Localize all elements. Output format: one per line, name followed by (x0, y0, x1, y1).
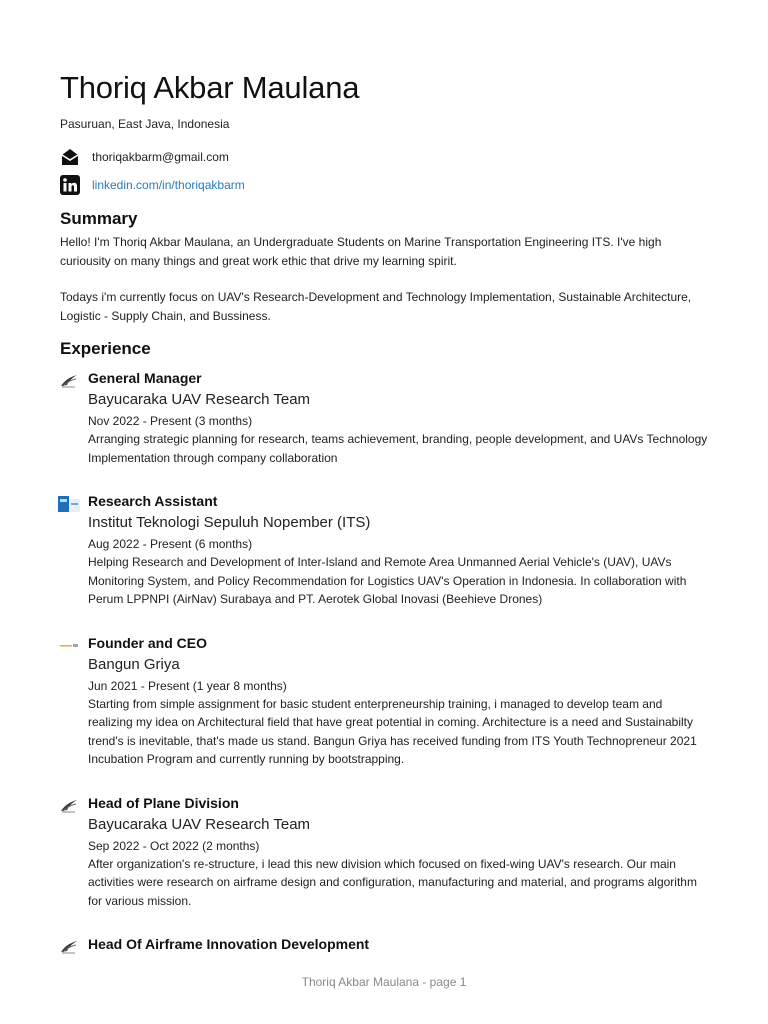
job-company: Institut Teknologi Sepuluh Nopember (ITS) (88, 514, 371, 531)
experience-item (60, 369, 710, 467)
job-dates: Aug 2022 - Present (6 months) (88, 537, 253, 551)
bayucaraka-logo-icon (58, 373, 80, 389)
linkedin-contact (60, 174, 710, 196)
linkedin-icon (60, 175, 80, 195)
bangun-griya-logo-icon (58, 638, 80, 654)
bayucaraka-logo-icon (58, 939, 80, 955)
resume-name: Thoriq Akbar Maulana (60, 70, 360, 105)
email-contact (60, 146, 710, 168)
job-description: After organization's re-structure, i lead this new division which focused on fixed-wing UAV's research. Our main activities were research on airframe design and configuration, manufacturing and material, and programs algorithm for various mission. (88, 856, 697, 908)
summary-heading: Summary (60, 209, 138, 228)
resume-page (60, 68, 710, 953)
experience-item (60, 935, 710, 953)
summary-paragraph: Hello! I'm Thoriq Akbar Maulana, an Undergraduate Students on Marine Transportation Engineering ITS. I've high curiousity on many things and great work ethic that drive my learning spirit. (60, 235, 662, 268)
job-title: General Manager (88, 370, 202, 386)
job-company: Bayucaraka UAV Research Team (88, 815, 311, 833)
summary-paragraph: Todays i'm currently focus on UAV's Research-Development and Technology Implementation, Sustainable Architecture, Logistic - Supply Chain, and Bussiness. (60, 290, 692, 323)
experience-item (60, 634, 710, 769)
job-title: Head Of Airframe Innovation Development (88, 936, 370, 952)
location-text: Pasuruan, East Java, Indonesia (60, 117, 230, 131)
envelope-icon (60, 147, 80, 167)
job-dates: Nov 2022 - Present (3 months) (88, 414, 253, 428)
bayucaraka-logo-icon (58, 798, 80, 814)
job-title: Founder and CEO (88, 634, 207, 651)
job-dates: Sep 2022 - Oct 2022 (2 months) (88, 838, 260, 853)
job-company: Bayucaraka UAV Research Team (88, 391, 311, 408)
experience-item (60, 794, 710, 911)
job-title: Head of Plane Division (88, 794, 239, 811)
email-text[interactable]: thoriqakbarm@gmail.com (92, 150, 229, 164)
experience-heading: Experience (60, 339, 151, 358)
job-dates: Jun 2021 - Present (1 year 8 months) (88, 678, 287, 693)
experience-item (60, 492, 710, 609)
job-company: Bangun Griya (88, 655, 180, 673)
job-description: Helping Research and Development of Inter-Island and Remote Area Unmanned Aerial Vehicle's (UAV), UAVs Monitoring System, and Policy Recommendation for Logistics UAV's Operation in Indonesia. In collaboration with Perum LPPNPI (AirNav) Surabaya and PT. Aerotek Global Inovasi (Beehieve Drones) (88, 555, 687, 606)
page-footer: Thoriq Akbar Maulana - page 1 (301, 975, 467, 989)
job-title: Research Assistant (88, 493, 218, 509)
experience-section (60, 338, 710, 953)
summary-section (60, 208, 710, 325)
job-description: Starting from simple assignment for basic student enterpreneurship training, i managed to develop team and realizing my idea on Architectural field that have great potential in coming. Architecture is a need and Sustainabilty trend's is inevitable, that's made us stand. Bangun Griya has received funding from ITS Youth Technopreneur 2021 Incubation Program and currently running by bootstrapping. (88, 696, 697, 766)
job-description: Arranging strategic planning for research, teams achievement, branding, people development, and UAVs Technology Implementation through company collaboration (88, 432, 708, 465)
its-logo-icon (58, 496, 80, 512)
linkedin-link[interactable]: linkedin.com/in/thoriqakbarm (92, 178, 245, 192)
